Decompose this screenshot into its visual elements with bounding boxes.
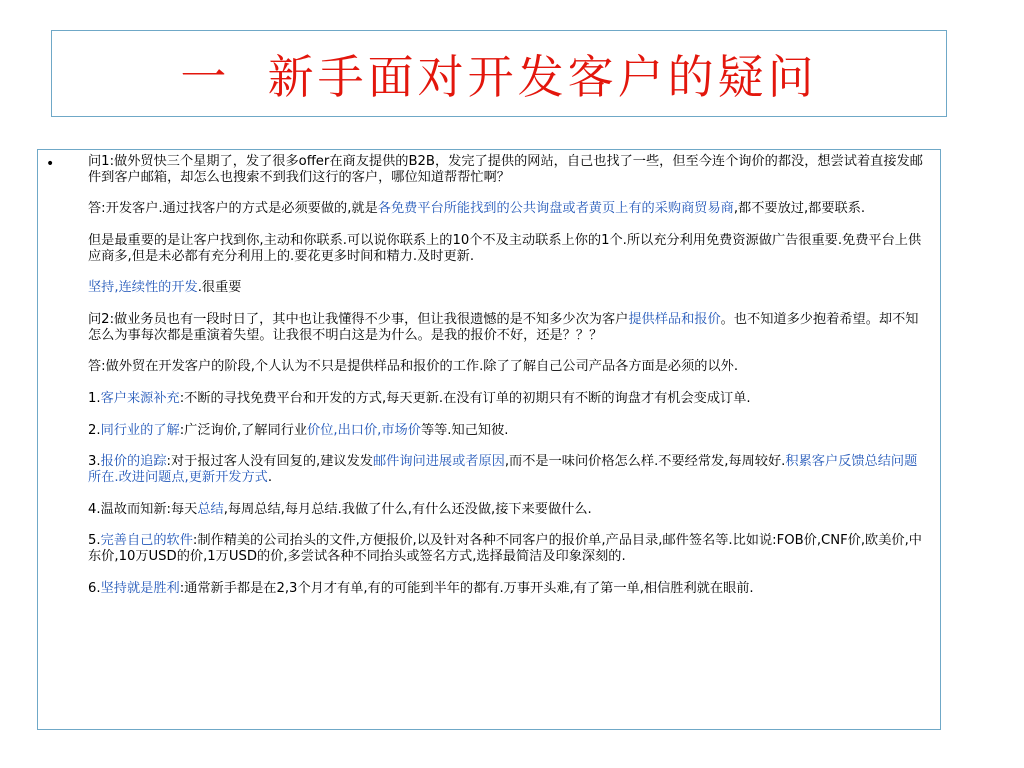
text-segment: 等等.知己知彼.: [420, 422, 509, 438]
text-segment: 问1:做外贸快三个星期了，发了很多offer在商友提供的B2B，发完了提供的网站，自己也找了一些，但至今连个询价的都没，想尝试着直接发邮件到客户邮箱，却怎么也搜索不到我们这行的客户，哪位知道帮帮忙啊？: [88, 154, 923, 185]
paragraph: [88, 233, 930, 265]
title-frame: [51, 30, 947, 117]
text-segment: 5.: [88, 533, 101, 549]
highlighted-text: 总结: [197, 501, 224, 517]
text-segment: .: [267, 469, 273, 485]
text-segment: ,都不要放过,都要联系.: [733, 201, 866, 217]
highlighted-text: 坚持就是胜利: [100, 580, 180, 596]
slide-title: 一 新手面对开发客户的疑问: [180, 49, 818, 104]
highlighted-text: 报价的追踪: [100, 454, 167, 470]
highlighted-text: 价位,出口价,市场价: [307, 422, 421, 438]
text-segment: 但是最重要的是让客户找到你,主动和你联系.可以说你联系上的10个不及主动联系上你的1个.所以充分利用免费资源做广告很重要.免费平台上供应商多,但是未必都有充分利用上的.要花更多时间和精力.及时更新.: [88, 232, 922, 264]
highlighted-text: 邮件询问进展或者原因: [372, 454, 505, 470]
paragraph: [88, 154, 930, 186]
content-frame: [37, 149, 941, 730]
text-segment: 2.: [88, 422, 101, 438]
text-segment: 4.温故而知新:每天: [88, 501, 198, 517]
highlighted-text: 同行业的了解: [100, 422, 180, 438]
text-segment: 6.: [88, 580, 101, 596]
paragraph: [88, 502, 930, 518]
text-segment: :对于报过客人没有回复的,建议发发: [166, 454, 373, 470]
paragraph: [88, 454, 930, 486]
text-segment: :通常新手都是在2,3个月才有单,有的可能到半年的都有.万事开头难,有了第一单,相信胜利就在眼前.: [179, 580, 754, 596]
text-segment: ,而不是一味问价格怎么样.不要经常发,每周较好.: [504, 454, 786, 470]
paragraph: [88, 201, 930, 217]
text-segment: :广泛询价,了解同行业: [179, 422, 308, 438]
content-text: [88, 154, 930, 612]
highlighted-text: 坚持,连续性的开发: [88, 280, 198, 296]
paragraph: [88, 280, 930, 296]
text-segment: 答:做外贸在开发客户的阶段,个人认为不只是提供样品和报价的工作.除了了解自己公司产品各方面是必须的以外.: [88, 359, 739, 375]
highlighted-text: 积累客户反馈总结问题所在.改进问题点,更新开发方式: [88, 454, 918, 485]
text-segment: .很重要: [197, 280, 242, 296]
paragraph: [88, 533, 930, 565]
paragraph: [88, 581, 930, 597]
text-segment: 3.: [88, 454, 101, 470]
bullet-marker: •: [46, 156, 55, 172]
text-segment: 答:开发客户.通过找客户的方式是必须要做的,就是: [88, 201, 378, 217]
text-segment: 。也不知道多少抱着希望。却不知怎么为事每次都是重演着失望。让我很不明白这是为什么。是我的报价不好，还是？？？: [88, 311, 919, 343]
text-segment: 1.: [88, 390, 101, 406]
highlighted-text: 客户来源补充: [100, 390, 180, 406]
highlighted-text: 提供样品和报价: [628, 311, 721, 327]
text-segment: :制作精美的公司抬头的文件,方便报价,以及针对各种不同客户的报价单,产品目录,邮件签名等.比如说:FOB价,CNF价,欧美价,中东价,10万USD的价,1万USD的价,多尝试各种不同抬头或签名方式,选择最简洁及印象深刻的.: [88, 533, 922, 564]
paragraph: [88, 423, 930, 439]
highlighted-text: 各免费平台所能找到的公共询盘或者黄页上有的采购商贸易商: [377, 201, 734, 217]
text-segment: 问2:做业务员也有一段时日了，其中也让我懂得不少事，但让我很遗憾的是不知多少次为客户: [88, 311, 629, 327]
paragraph: [88, 359, 930, 375]
highlighted-text: 完善自己的软件: [100, 533, 193, 549]
text-segment: ,每周总结,每月总结.我做了什么,有什么还没做,接下来要做什么.: [223, 501, 592, 517]
paragraph: [88, 391, 930, 407]
paragraph: [88, 312, 930, 344]
text-segment: :不断的寻找免费平台和开发的方式,每天更新.在没有订单的初期只有不断的询盘才有机会变成订单.: [179, 390, 751, 406]
